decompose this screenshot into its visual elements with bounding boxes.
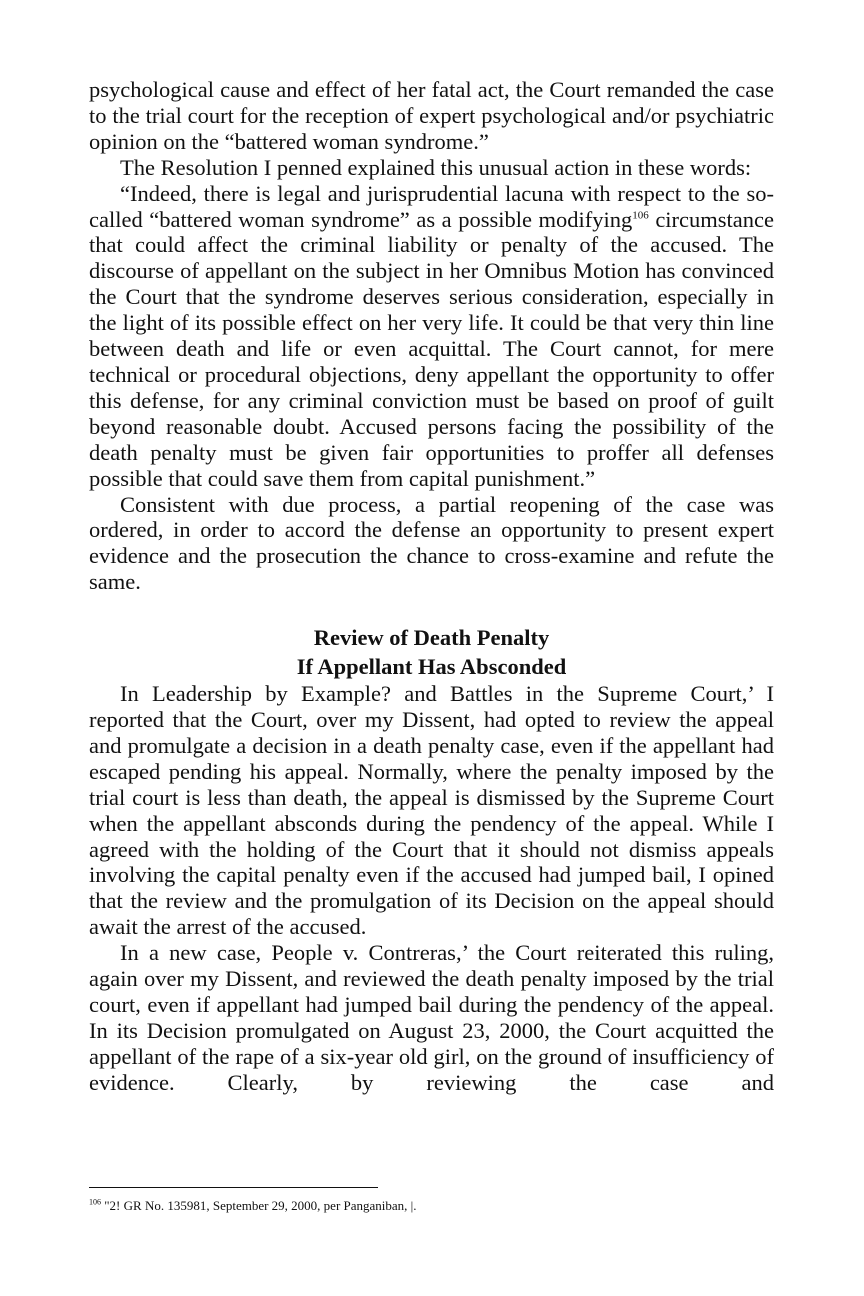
paragraph-contreras: In a new case, People v. Contreras,’ the Court reiterated this ruling, again over my Dissent, and reviewed the death penalty imposed by the trial court, even if appellant had jumped bail during the pendency of the appeal. In its Decision promulgated on August 23, 2000, the Court acquitted the appellant of the rape of a six-year old girl, on the ground of insufficiency of evidence. Clearly, by reviewing the case and — [89, 940, 774, 1095]
section-heading-line-1: Review of Death Penalty — [313, 625, 550, 651]
footnote-reference: 106 — [632, 209, 649, 222]
section-heading-line-2: If Appellant Has Absconded — [296, 654, 567, 680]
paragraph-leadership: In Leadership by Example? and Battles in the Supreme Court,’ I reported that the Court, over my Dissent, had opted to review the appeal and promulgate a decision in a death penalty case, even if the appellant had escaped pending his appeal. Normally, where the penalty imposed by the trial court is less than death, the appeal is dismissed by the Supreme Court when the appellant absconds during the pendency of the appeal. While I agreed with the holding of the Court that it should not dismiss appeals involving the capital penalty even if the accused had jumped bail, I opined that the review and the promulgation of its Decision on the appeal should await the arrest of the accused. — [89, 681, 774, 940]
quote-paragraph — [89, 181, 774, 492]
paragraph-due-process: Consistent with due process, a partial reopening of the case was ordered, in order to accord the defense an opportunity to present expert evidence and the prosecution the chance to cross-examine and refute the same. — [89, 491, 774, 595]
quote-text-start: “Indeed, there is legal and jurisprudential lacuna with respect to the so-called “battered woman syndrome” as a possible modifying — [89, 180, 774, 232]
footnote-text: "2! GR No. 135981, September 29, 2000, per Panganiban, |. — [101, 1198, 417, 1213]
footnote-divider — [89, 1187, 378, 1188]
paragraph-remand: psychological cause and effect of her fatal act, the Court remanded the case to the trial court for the reception of expert psychological and/or psychiatric opinion on the “battered woman syndrome.” — [89, 77, 774, 154]
page-body — [89, 77, 774, 1096]
section-heading — [89, 623, 774, 681]
footnote — [89, 1198, 774, 1214]
footnote-number: 106 — [89, 1197, 101, 1207]
paragraph-resolution-intro: The Resolution I penned explained this unusual action in these words: — [120, 154, 752, 180]
quote-text-end: circumstance that could affect the criminal liability or penalty of the accused. The discourse of appellant on the subject in her Omnibus Motion has convinced the Court that the syndrome deserves serious consideration, especially in the light of its possible effect on her very life. It could be that very thin line between death and life or even acquittal. The Court cannot, for mere technical or procedural objections, deny appellant the opportunity to offer this defense, for any criminal conviction must be based on proof of guilt beyond reasonable doubt. Accused persons facing the possibility of the death penalty must be given fair opportunities to proffer all defenses possible that could save them from capital punishment.” — [89, 206, 775, 491]
